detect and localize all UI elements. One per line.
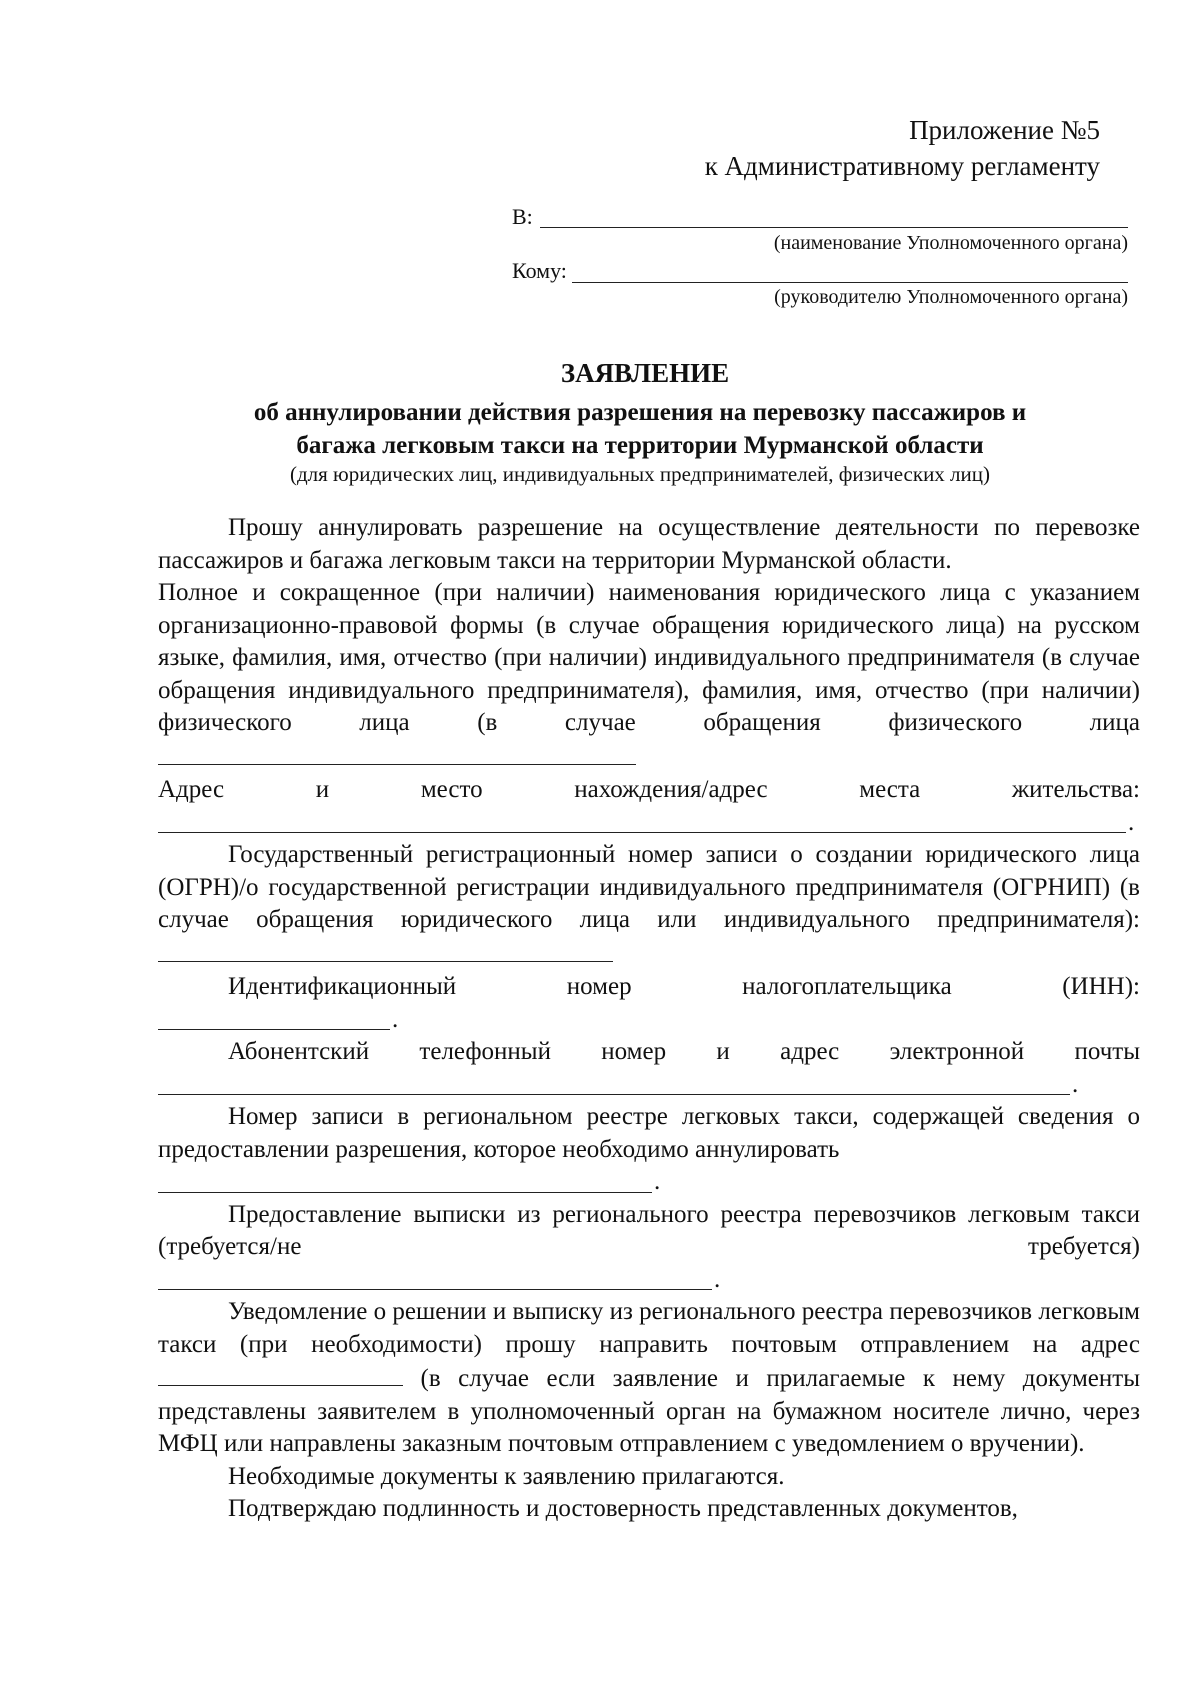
- paragraph-registry-record: Номер записи в региональном реестре легковых такси, содержащей сведения о предоставлении разрешения, которое необходимо аннулировать: [158, 1103, 1140, 1163]
- registry-record-row: [158, 1166, 1140, 1199]
- whom-caption: (руководителю Уполномоченного органа): [774, 286, 1128, 308]
- applicant-name-text: Полное и сокращенное (при наличии) наименования юридического лица с указанием организационно-правовой формы (в случае обращения юридического лица) на русском языке, фамилия, имя, отчество (при наличии) индивидуального предпринимателя (в случае обращения индивидуального предпринимателя), фамилия, имя, отчество (при наличии) физического лица (в случае обращения физического лица: [158, 579, 1140, 736]
- to-caption: (наименование Уполномоченного органа): [773, 232, 1128, 254]
- ogrn-text: Государственный регистрационный номер записи о создании юридического лица (ОГРН)/о государственной регистрации индивидуального предпринимателя (ОГРНИП) (в случае обращения юридического лица или индивидуального предпринимателя):: [158, 841, 1140, 933]
- document-title: ЗАЯВЛЕНИЕ: [560, 358, 730, 388]
- appendix-number: Приложение №5: [909, 115, 1100, 145]
- paragraph-address-label: Адрес и место нахождения/адрес места жительства:: [158, 776, 1140, 803]
- inn-row: [158, 1004, 1140, 1037]
- title-line-2: багажа легковым такси на территории Мурманской области: [296, 432, 984, 459]
- to-field[interactable]: [540, 200, 1128, 228]
- whom-field[interactable]: [572, 256, 1128, 283]
- address-row: [158, 807, 1140, 840]
- notification-text-start: Уведомление о решении и выписку из регионального реестра перевозчиков легковым такси (при необходимости) прошу направить почтовым отправлением на адрес: [158, 1298, 1140, 1358]
- ogrn-field[interactable]: [158, 937, 613, 962]
- inn-field[interactable]: [158, 1029, 390, 1030]
- registry-record-period: .: [654, 1168, 661, 1195]
- inn-period: .: [392, 1005, 399, 1033]
- application-body: [158, 512, 1140, 1526]
- paragraph-confirmation: Подтверждаю подлинность и достоверность представленных документов,: [228, 1495, 1018, 1522]
- extract-field[interactable]: [158, 1289, 712, 1290]
- address-field[interactable]: [158, 832, 1126, 833]
- to-label: В:: [512, 204, 533, 229]
- paragraph-request: Прошу аннулировать разрешение на осуществление деятельности по перевозке пассажиров и багажа легковым такси на территории Мурманской области.: [158, 514, 1140, 574]
- paragraph-documents-attached: Необходимые документы к заявлению прилагаются.: [228, 1462, 785, 1490]
- extract-period: .: [714, 1265, 721, 1293]
- title-line-1: об аннулировании действия разрешения на перевозку пассажиров и: [253, 399, 1027, 426]
- whom-label: Кому:: [512, 258, 567, 283]
- title-note: (для юридических лиц, индивидуальных предпринимателей, физических лиц): [289, 462, 991, 486]
- notification-text-end: (в случае если заявление и прилагаемые к нему документы представлены заявителем в уполномоченный орган на бумажном носителе лично, через МФЦ или направлены заказным почтовым отправлением с уведомлением о вручении).: [158, 1365, 1140, 1457]
- postal-address-field[interactable]: [158, 1361, 403, 1386]
- paragraph-applicant-name: [158, 577, 1140, 774]
- contact-row: [158, 1069, 1140, 1102]
- paragraph-ogrn: [158, 839, 1140, 971]
- registry-record-field[interactable]: [158, 1192, 652, 1193]
- paragraph-notification: [158, 1296, 1140, 1461]
- applicant-name-field[interactable]: [158, 740, 636, 765]
- paragraph-extract: Предоставление выписки из регионального реестра перевозчиков легковым такси (требуется/не требуется): [158, 1200, 1140, 1260]
- address-period: .: [1128, 808, 1135, 836]
- extract-row: [158, 1264, 1140, 1297]
- paragraph-contact-label: Абонентский телефонный номер и адрес электронной почты: [228, 1038, 1140, 1065]
- paragraph-inn-label: Идентификационный номер налогоплательщика (ИНН):: [228, 973, 1140, 1000]
- appendix-regulation: к Административному регламенту: [704, 151, 1100, 181]
- contact-period: .: [1072, 1070, 1079, 1098]
- appendix-header: [705, 112, 1100, 184]
- contact-field[interactable]: [158, 1094, 1070, 1095]
